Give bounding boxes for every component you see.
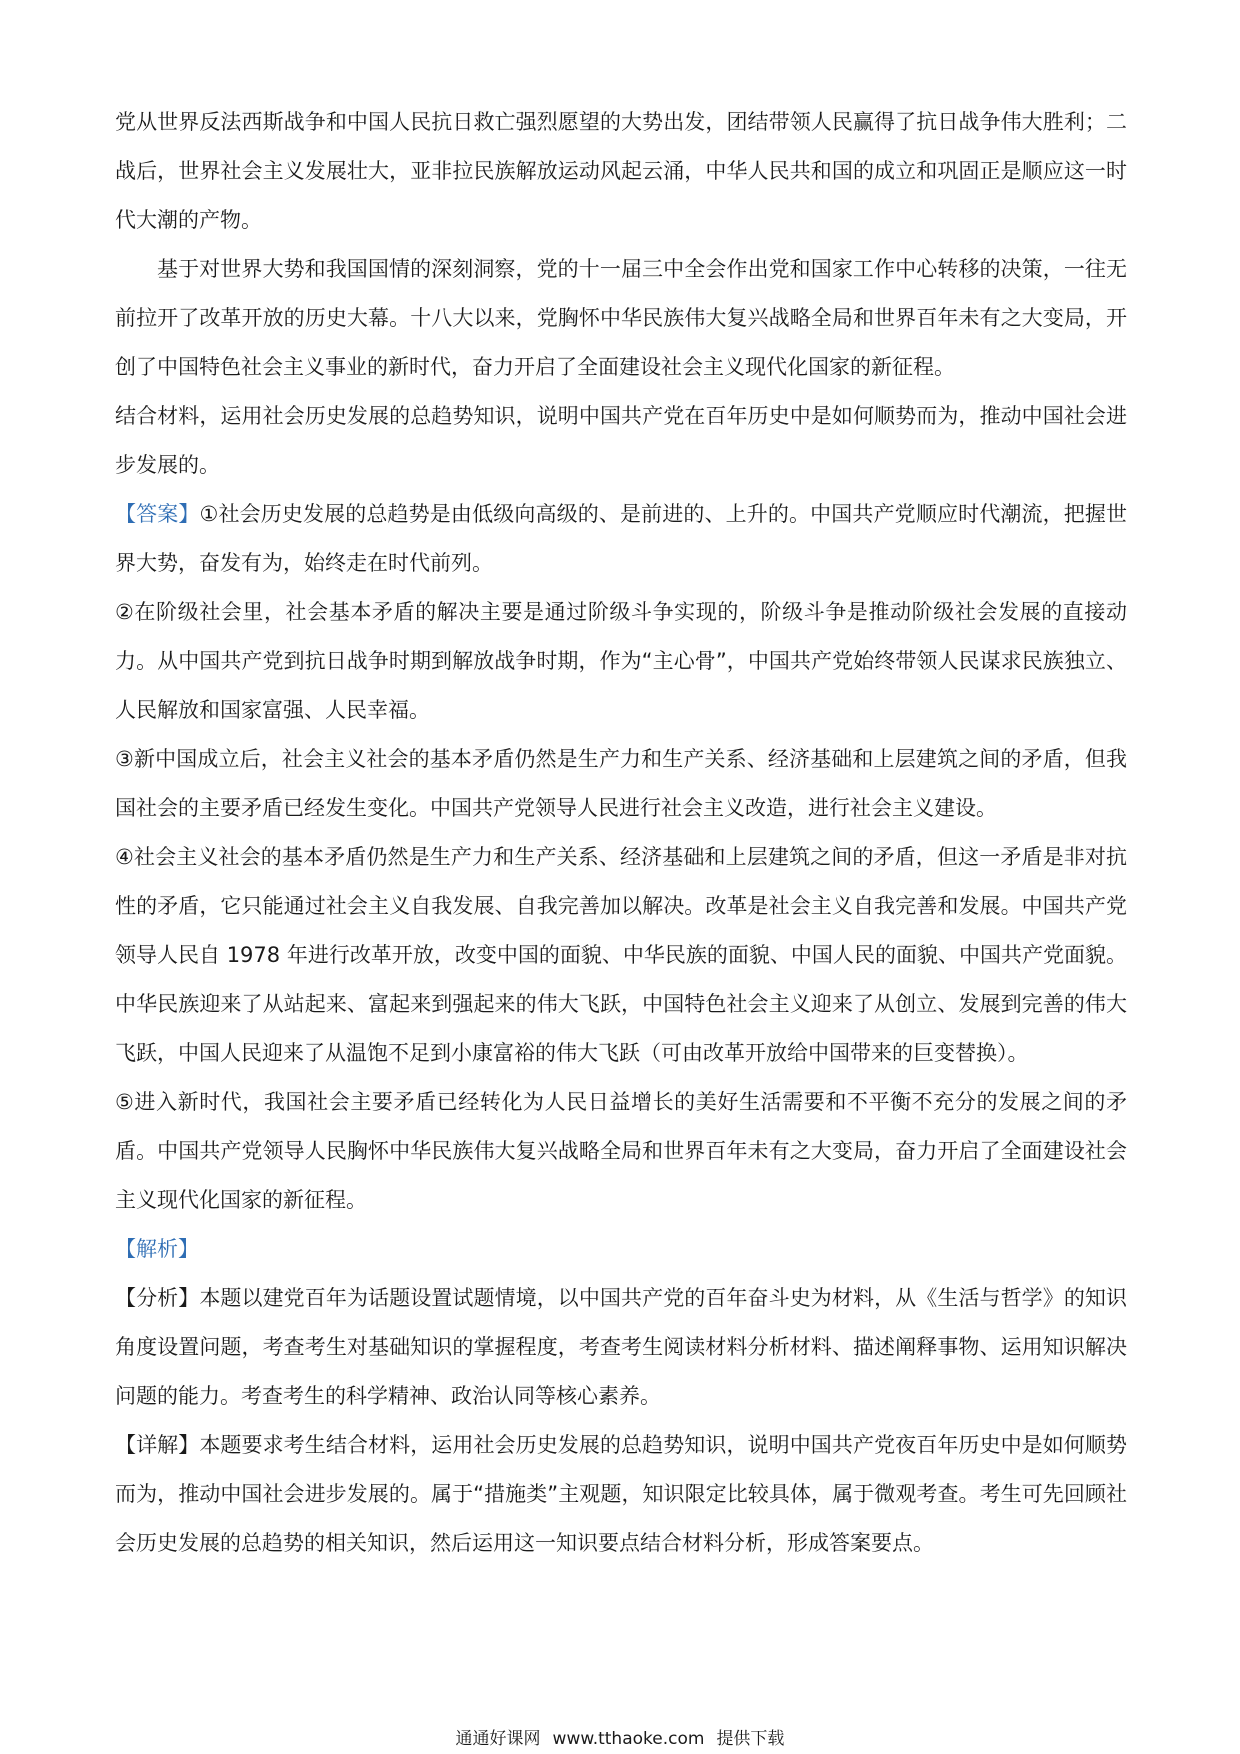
document-body	[115, 98, 1127, 1568]
analysis-text: 本题以建党百年为话题设置试题情境，以中国共产党的百年奋斗史为材料，从《生活与哲学》的知识角度设置问题，考查考生对基础知识的掌握程度，考查考生阅读材料分析材料、描述阐释事物、运用知识解决问题的能力。考查考生的科学精神、政治认同等核心素养。	[115, 1286, 1127, 1408]
page-footer	[0, 1728, 1240, 1750]
answer-point-3: ③新中国成立后，社会主义社会的基本矛盾仍然是生产力和生产关系、经济基础和上层建筑之间的矛盾，但我国社会的主要矛盾已经发生变化。中国共产党领导人民进行社会主义改造，进行社会主义建设。	[115, 747, 1127, 820]
answer-point-2: ②在阶级社会里，社会基本矛盾的解决主要是通过阶级斗争实现的，阶级斗争是推动阶级社会发展的直接动力。从中国共产党到抗日战争时期到解放战争时期，作为“主心骨”，中国共产党始终带领人民谋求民族独立、人民解放和国家富强、人民幸福。	[115, 600, 1127, 722]
answer-point-5: ⑤进入新时代，我国社会主要矛盾已经转化为人民日益增长的美好生活需要和不平衡不充分的发展之间的矛盾。中国共产党领导人民胸怀中华民族伟大复兴战略全局和世界百年未有之大变局，奋力开启了全面建设社会主义现代化国家的新征程。	[115, 1090, 1127, 1212]
analysis-tag: 【解析】	[115, 1237, 199, 1261]
footer-site-name: 通通好课网	[455, 1729, 541, 1749]
footer-suffix: 提供下载	[716, 1729, 785, 1749]
material-paragraph-1: 党从世界反法西斯战争和中国人民抗日救亡强烈愿望的大势出发，团结带领人民赢得了抗日战争伟大胜利；二战后，世界社会主义发展壮大，亚非拉民族解放运动风起云涌，中华人民共和国的成立和巩固正是顺应这一时代大潮的产物。	[115, 110, 1127, 232]
detail-paragraph	[115, 1421, 1127, 1568]
detail-text: 本题要求考生结合材料，运用社会历史发展的总趋势知识，说明中国共产党夜百年历史中是如何顺势而为，推动中国社会进步发展的。属于“措施类”主观题，知识限定比较具体，属于微观考查。考生可先回顾社会历史发展的总趋势的相关知识，然后运用这一知识要点结合材料分析，形成答案要点。	[115, 1433, 1127, 1555]
analysis-paragraph	[115, 1274, 1127, 1421]
answer-point-4: ④社会主义社会的基本矛盾仍然是生产力和生产关系、经济基础和上层建筑之间的矛盾，但这一矛盾是非对抗性的矛盾，它只能通过社会主义自我发展、自我完善加以解决。改革是社会主义自我完善和发展。中国共产党领导人民自 1978 年进行改革开放，改变中国的面貌、中华民族的面貌、中国人民的面貌、中国共产党面貌。中华民族迎来了从站起来、富起来到强起来的伟大飞跃，中国特色社会主义迎来了从创立、发展到完善的伟大飞跃，中国人民迎来了从温饱不足到小康富裕的伟大飞跃（可由改革开放给中国带来的巨变替换）。	[115, 845, 1127, 1065]
answer-point-1	[115, 490, 1127, 588]
footer-url[interactable]: www.tthaoke.com	[552, 1729, 705, 1749]
analysis-sub-tag: 【分析】	[115, 1286, 200, 1310]
answer-point-1-text: ①社会历史发展的总趋势是由低级向高级的、是前进的、上升的。中国共产党顺应时代潮流，把握世界大势，奋发有为，始终走在时代前列。	[115, 502, 1128, 575]
question-text: 结合材料，运用社会历史发展的总趋势知识，说明中国共产党在百年历史中是如何顺势而为，推动中国社会进步发展的。	[115, 404, 1127, 477]
detail-sub-tag: 【详解】	[115, 1433, 200, 1457]
answer-tag: 【答案】	[115, 502, 200, 526]
material-paragraph-2: 基于对世界大势和我国国情的深刻洞察，党的十一届三中全会作出党和国家工作中心转移的决策，一往无前拉开了改革开放的历史大幕。十八大以来，党胸怀中华民族伟大复兴战略全局和世界百年未有之大变局，开创了中国特色社会主义事业的新时代，奋力开启了全面建设社会主义现代化国家的新征程。	[115, 257, 1127, 379]
